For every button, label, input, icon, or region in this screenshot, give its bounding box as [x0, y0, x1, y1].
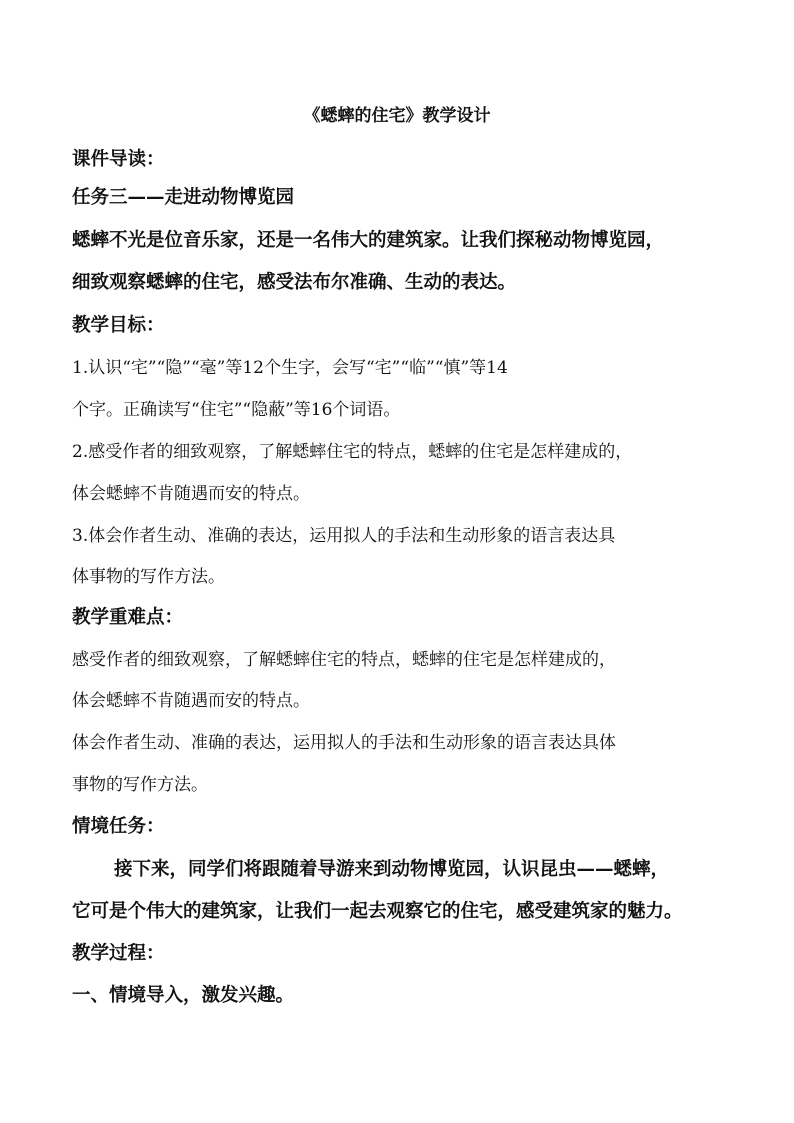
task-description-line: 蟋蟀不光是位音乐家，还是一名伟大的建筑家。让我们探秘动物博览园，: [72, 230, 665, 251]
goal-line: 2.感受作者的细致观察，了解蟋蟀住宅的特点，蟋蟀的住宅是怎样建成的，: [72, 442, 633, 462]
key-point-line: 体会蟋蟀不肯随遇而安的特点。: [72, 691, 310, 711]
scenario-heading: 情境任务：: [72, 816, 165, 837]
key-point-line: 体会作者生动、准确的表达，运用拟人的手法和生动形象的语言表达具体: [72, 733, 616, 753]
goal-line: 体会蟋蟀不肯随遇而安的特点。: [72, 484, 310, 504]
goal-line: 3.体会作者生动、准确的表达，运用拟人的手法和生动形象的语言表达具: [72, 526, 616, 546]
key-points-heading: 教学重难点：: [72, 607, 184, 628]
intro-heading: 课件导读：: [72, 149, 165, 170]
task-description-line: 细致观察蟋蟀的住宅，感受法布尔准确、生动的表达。: [72, 272, 517, 293]
document-title: 《蟋蟀的住宅》教学设计: [303, 106, 491, 126]
goals-heading: 教学目标：: [72, 315, 165, 336]
process-heading: 教学过程：: [72, 943, 165, 964]
goal-line: 1.认识“宅”“隐”“毫”等12个生字，会写“宅”“临”“慎”等14: [72, 358, 508, 378]
key-point-line: 感受作者的细致观察，了解蟋蟀住宅的特点，蟋蟀的住宅是怎样建成的，: [72, 650, 616, 670]
key-point-line: 事物的写作方法。: [72, 775, 208, 795]
scenario-line: 接下来，同学们将跟随着导游来到动物博览园，认识昆虫——蟋蟀，: [114, 859, 670, 880]
goal-line: 个字。正确读写“住宅”“隐蔽”等16个词语。: [72, 400, 401, 420]
process-step-heading: 一、情境导入，激发兴趣。: [72, 985, 295, 1006]
task-heading: 任务三——走进动物博览园: [72, 187, 295, 208]
goal-line: 体事物的写作方法。: [72, 567, 225, 587]
scenario-line: 它可是个伟大的建筑家，让我们一起去观察它的住宅，感受建筑家的魅力。: [72, 901, 683, 922]
